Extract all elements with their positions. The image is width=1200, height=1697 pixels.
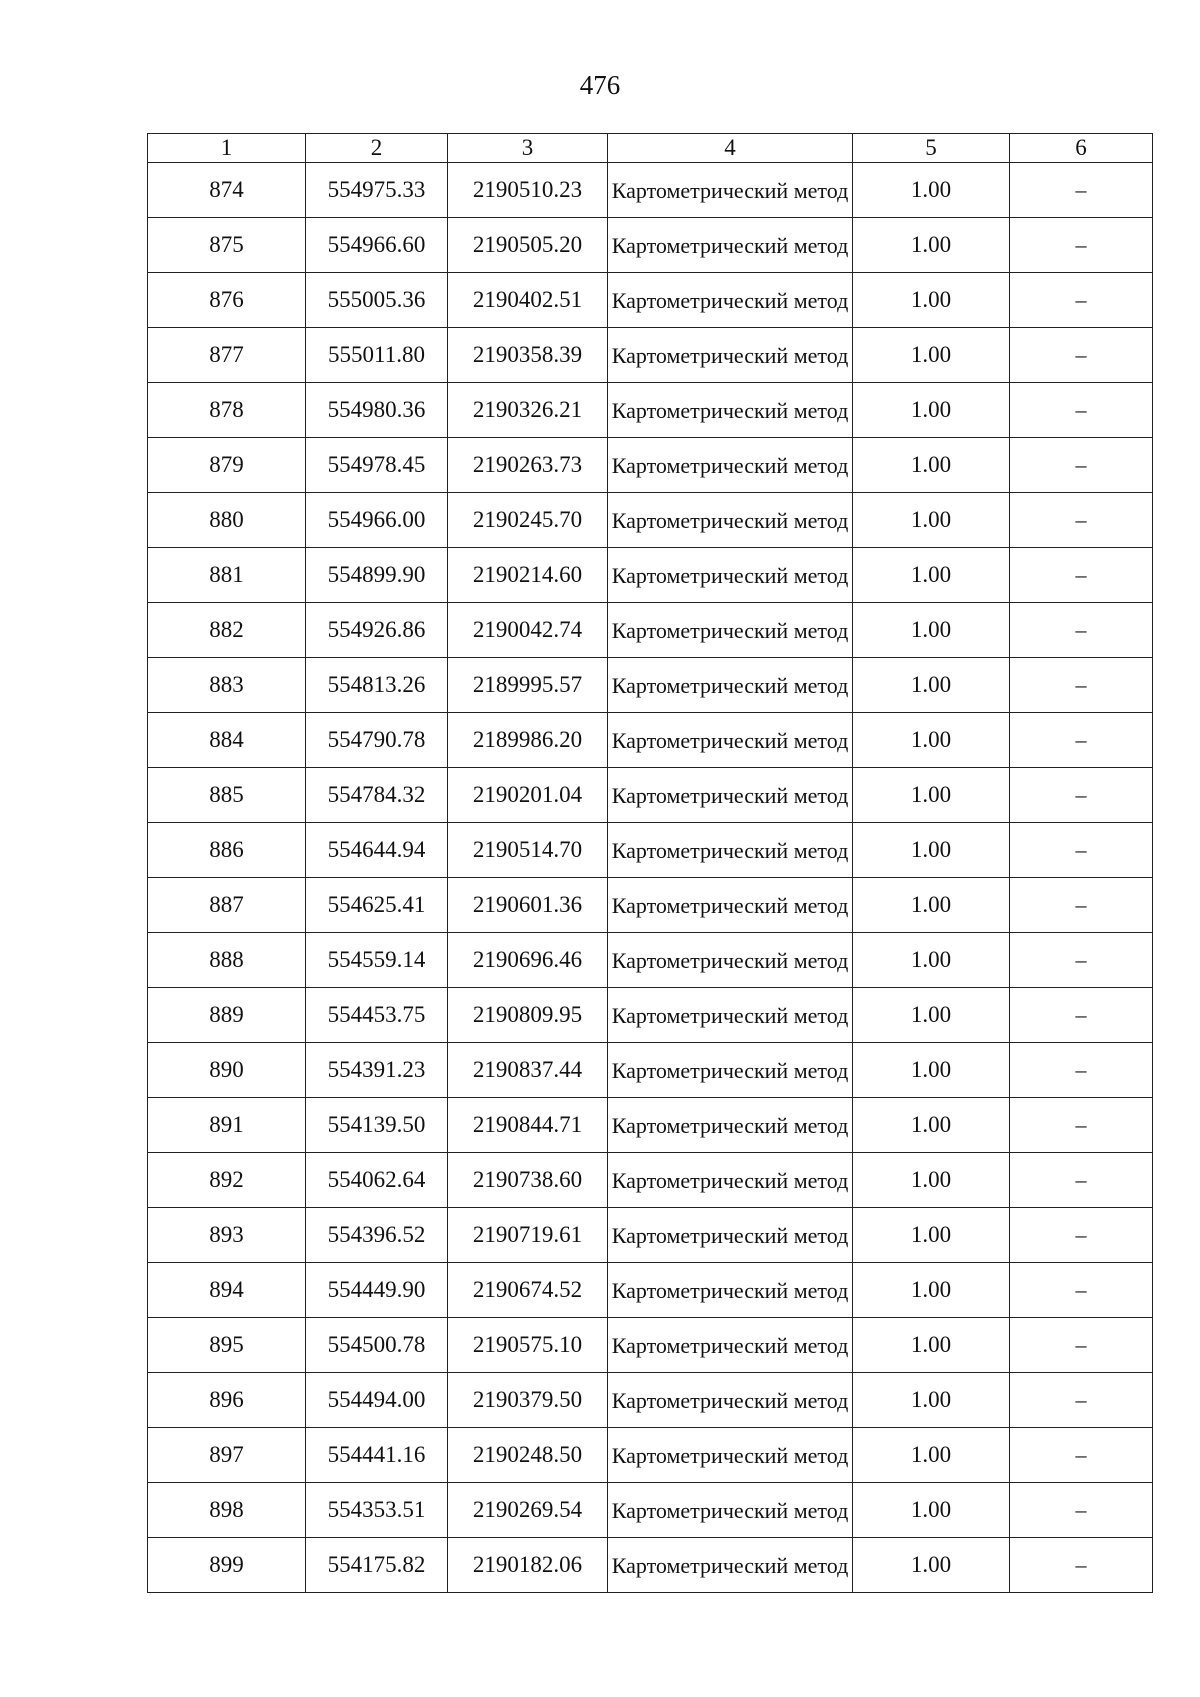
y-coordinate-cell: 2190837.44 — [448, 1043, 608, 1098]
description-cell: – — [1010, 438, 1153, 493]
x-coordinate-cell: 554391.23 — [306, 1043, 448, 1098]
method-cell: Картометрический метод — [608, 933, 853, 988]
accuracy-cell: 1.00 — [853, 218, 1010, 273]
description-cell: – — [1010, 823, 1153, 878]
table-row — [148, 1043, 1153, 1098]
accuracy-cell: 1.00 — [853, 493, 1010, 548]
accuracy-cell: 1.00 — [853, 713, 1010, 768]
table-row — [148, 1483, 1153, 1538]
description-cell: – — [1010, 1428, 1153, 1483]
table-row — [148, 383, 1153, 438]
accuracy-cell: 1.00 — [853, 1208, 1010, 1263]
x-coordinate-cell: 554926.86 — [306, 603, 448, 658]
method-cell: Картометрический метод — [608, 1538, 853, 1593]
y-coordinate-cell: 2190510.23 — [448, 163, 608, 218]
table-row — [148, 1098, 1153, 1153]
y-coordinate-cell: 2190719.61 — [448, 1208, 608, 1263]
accuracy-cell: 1.00 — [853, 163, 1010, 218]
method-cell: Картометрический метод — [608, 658, 853, 713]
description-cell: – — [1010, 1373, 1153, 1428]
point-number-cell: 879 — [148, 438, 306, 493]
x-coordinate-cell: 554441.16 — [306, 1428, 448, 1483]
method-cell: Картометрический метод — [608, 1318, 853, 1373]
accuracy-cell: 1.00 — [853, 988, 1010, 1043]
method-cell: Картометрический метод — [608, 1098, 853, 1153]
point-number-cell: 886 — [148, 823, 306, 878]
point-number-cell: 891 — [148, 1098, 306, 1153]
table-row — [148, 768, 1153, 823]
point-number-cell: 876 — [148, 273, 306, 328]
description-cell: – — [1010, 1318, 1153, 1373]
description-cell: – — [1010, 548, 1153, 603]
description-cell: – — [1010, 1538, 1153, 1593]
column-header: 2 — [306, 134, 448, 163]
method-cell: Картометрический метод — [608, 1373, 853, 1428]
point-number-cell: 887 — [148, 878, 306, 933]
y-coordinate-cell: 2189986.20 — [448, 713, 608, 768]
y-coordinate-cell: 2190379.50 — [448, 1373, 608, 1428]
y-coordinate-cell: 2190248.50 — [448, 1428, 608, 1483]
accuracy-cell: 1.00 — [853, 328, 1010, 383]
point-number-cell: 897 — [148, 1428, 306, 1483]
accuracy-cell: 1.00 — [853, 768, 1010, 823]
x-coordinate-cell: 554966.00 — [306, 493, 448, 548]
x-coordinate-cell: 554494.00 — [306, 1373, 448, 1428]
point-number-cell: 880 — [148, 493, 306, 548]
method-cell: Картометрический метод — [608, 1428, 853, 1483]
y-coordinate-cell: 2190674.52 — [448, 1263, 608, 1318]
accuracy-cell: 1.00 — [853, 273, 1010, 328]
x-coordinate-cell: 554396.52 — [306, 1208, 448, 1263]
point-number-cell: 877 — [148, 328, 306, 383]
method-cell: Картометрический метод — [608, 1043, 853, 1098]
table-row — [148, 1318, 1153, 1373]
x-coordinate-cell: 554978.45 — [306, 438, 448, 493]
method-cell: Картометрический метод — [608, 603, 853, 658]
x-coordinate-cell: 555005.36 — [306, 273, 448, 328]
y-coordinate-cell: 2190601.36 — [448, 878, 608, 933]
header-row — [148, 134, 1153, 163]
point-number-cell: 882 — [148, 603, 306, 658]
accuracy-cell: 1.00 — [853, 603, 1010, 658]
accuracy-cell: 1.00 — [853, 548, 1010, 603]
description-cell: – — [1010, 988, 1153, 1043]
method-cell: Картометрический метод — [608, 273, 853, 328]
accuracy-cell: 1.00 — [853, 823, 1010, 878]
description-cell: – — [1010, 1208, 1153, 1263]
point-number-cell: 892 — [148, 1153, 306, 1208]
x-coordinate-cell: 554175.82 — [306, 1538, 448, 1593]
table-row — [148, 1263, 1153, 1318]
y-coordinate-cell: 2190358.39 — [448, 328, 608, 383]
method-cell: Картометрический метод — [608, 328, 853, 383]
table-row — [148, 218, 1153, 273]
description-cell: – — [1010, 878, 1153, 933]
x-coordinate-cell: 554644.94 — [306, 823, 448, 878]
point-number-cell: 885 — [148, 768, 306, 823]
point-number-cell: 878 — [148, 383, 306, 438]
method-cell: Картометрический метод — [608, 1263, 853, 1318]
column-header: 1 — [148, 134, 306, 163]
point-number-cell: 899 — [148, 1538, 306, 1593]
method-cell: Картометрический метод — [608, 713, 853, 768]
table-row — [148, 548, 1153, 603]
accuracy-cell: 1.00 — [853, 383, 1010, 438]
table-row — [148, 823, 1153, 878]
description-cell: – — [1010, 603, 1153, 658]
x-coordinate-cell: 554453.75 — [306, 988, 448, 1043]
point-number-cell: 894 — [148, 1263, 306, 1318]
point-number-cell: 874 — [148, 163, 306, 218]
accuracy-cell: 1.00 — [853, 1483, 1010, 1538]
description-cell: – — [1010, 713, 1153, 768]
table-row — [148, 1153, 1153, 1208]
table-row — [148, 713, 1153, 768]
accuracy-cell: 1.00 — [853, 1318, 1010, 1373]
accuracy-cell: 1.00 — [853, 438, 1010, 493]
description-cell: – — [1010, 163, 1153, 218]
method-cell: Картометрический метод — [608, 1208, 853, 1263]
method-cell: Картометрический метод — [608, 493, 853, 548]
x-coordinate-cell: 554559.14 — [306, 933, 448, 988]
description-cell: – — [1010, 1483, 1153, 1538]
accuracy-cell: 1.00 — [853, 1538, 1010, 1593]
y-coordinate-cell: 2190505.20 — [448, 218, 608, 273]
x-coordinate-cell: 554790.78 — [306, 713, 448, 768]
description-cell: – — [1010, 1043, 1153, 1098]
point-number-cell: 898 — [148, 1483, 306, 1538]
description-cell: – — [1010, 768, 1153, 823]
method-cell: Картометрический метод — [608, 1483, 853, 1538]
x-coordinate-cell: 554975.33 — [306, 163, 448, 218]
y-coordinate-cell: 2189995.57 — [448, 658, 608, 713]
accuracy-cell: 1.00 — [853, 878, 1010, 933]
y-coordinate-cell: 2190844.71 — [448, 1098, 608, 1153]
description-cell: – — [1010, 383, 1153, 438]
point-number-cell: 883 — [148, 658, 306, 713]
column-header: 6 — [1010, 134, 1153, 163]
method-cell: Картометрический метод — [608, 548, 853, 603]
accuracy-cell: 1.00 — [853, 933, 1010, 988]
y-coordinate-cell: 2190269.54 — [448, 1483, 608, 1538]
x-coordinate-cell: 554625.41 — [306, 878, 448, 933]
method-cell: Картометрический метод — [608, 218, 853, 273]
method-cell: Картометрический метод — [608, 438, 853, 493]
method-cell: Картометрический метод — [608, 988, 853, 1043]
table-body — [148, 163, 1153, 1593]
y-coordinate-cell: 2190326.21 — [448, 383, 608, 438]
description-cell: – — [1010, 328, 1153, 383]
y-coordinate-cell: 2190809.95 — [448, 988, 608, 1043]
x-coordinate-cell: 554139.50 — [306, 1098, 448, 1153]
description-cell: – — [1010, 273, 1153, 328]
accuracy-cell: 1.00 — [853, 1373, 1010, 1428]
table-row — [148, 658, 1153, 713]
x-coordinate-cell: 554784.32 — [306, 768, 448, 823]
accuracy-cell: 1.00 — [853, 1428, 1010, 1483]
point-number-cell: 896 — [148, 1373, 306, 1428]
y-coordinate-cell: 2190245.70 — [448, 493, 608, 548]
method-cell: Картометрический метод — [608, 878, 853, 933]
column-header: 5 — [853, 134, 1010, 163]
y-coordinate-cell: 2190042.74 — [448, 603, 608, 658]
point-number-cell: 884 — [148, 713, 306, 768]
column-header: 4 — [608, 134, 853, 163]
y-coordinate-cell: 2190696.46 — [448, 933, 608, 988]
method-cell: Картометрический метод — [608, 1153, 853, 1208]
point-number-cell: 890 — [148, 1043, 306, 1098]
method-cell: Картометрический метод — [608, 163, 853, 218]
description-cell: – — [1010, 1263, 1153, 1318]
table-row — [148, 493, 1153, 548]
table-row — [148, 1373, 1153, 1428]
y-coordinate-cell: 2190575.10 — [448, 1318, 608, 1373]
table-row — [148, 328, 1153, 383]
point-number-cell: 888 — [148, 933, 306, 988]
y-coordinate-cell: 2190214.60 — [448, 548, 608, 603]
x-coordinate-cell: 554062.64 — [306, 1153, 448, 1208]
table-row — [148, 1428, 1153, 1483]
point-number-cell: 875 — [148, 218, 306, 273]
point-number-cell: 895 — [148, 1318, 306, 1373]
y-coordinate-cell: 2190402.51 — [448, 273, 608, 328]
page-number: 476 — [579, 70, 621, 100]
description-cell: – — [1010, 218, 1153, 273]
table-row — [148, 603, 1153, 658]
y-coordinate-cell: 2190514.70 — [448, 823, 608, 878]
accuracy-cell: 1.00 — [853, 1153, 1010, 1208]
table-row — [148, 273, 1153, 328]
column-header: 3 — [448, 134, 608, 163]
accuracy-cell: 1.00 — [853, 1263, 1010, 1318]
point-number-cell: 881 — [148, 548, 306, 603]
table-row — [148, 1208, 1153, 1263]
accuracy-cell: 1.00 — [853, 1043, 1010, 1098]
x-coordinate-cell: 555011.80 — [306, 328, 448, 383]
table-row — [148, 933, 1153, 988]
x-coordinate-cell: 554500.78 — [306, 1318, 448, 1373]
description-cell: – — [1010, 658, 1153, 713]
x-coordinate-cell: 554449.90 — [306, 1263, 448, 1318]
description-cell: – — [1010, 1153, 1153, 1208]
x-coordinate-cell: 554966.60 — [306, 218, 448, 273]
accuracy-cell: 1.00 — [853, 658, 1010, 713]
table-row — [148, 163, 1153, 218]
description-cell: – — [1010, 493, 1153, 548]
x-coordinate-cell: 554980.36 — [306, 383, 448, 438]
table-row — [148, 1538, 1153, 1593]
point-number-cell: 889 — [148, 988, 306, 1043]
method-cell: Картометрический метод — [608, 823, 853, 878]
method-cell: Картометрический метод — [608, 768, 853, 823]
y-coordinate-cell: 2190201.04 — [448, 768, 608, 823]
accuracy-cell: 1.00 — [853, 1098, 1010, 1153]
y-coordinate-cell: 2190738.60 — [448, 1153, 608, 1208]
point-number-cell: 893 — [148, 1208, 306, 1263]
table-row — [148, 988, 1153, 1043]
x-coordinate-cell: 554353.51 — [306, 1483, 448, 1538]
y-coordinate-cell: 2190182.06 — [448, 1538, 608, 1593]
coordinates-table — [147, 133, 1153, 1593]
x-coordinate-cell: 554899.90 — [306, 548, 448, 603]
y-coordinate-cell: 2190263.73 — [448, 438, 608, 493]
method-cell: Картометрический метод — [608, 383, 853, 438]
description-cell: – — [1010, 1098, 1153, 1153]
table-row — [148, 438, 1153, 493]
table-row — [148, 878, 1153, 933]
description-cell: – — [1010, 933, 1153, 988]
x-coordinate-cell: 554813.26 — [306, 658, 448, 713]
